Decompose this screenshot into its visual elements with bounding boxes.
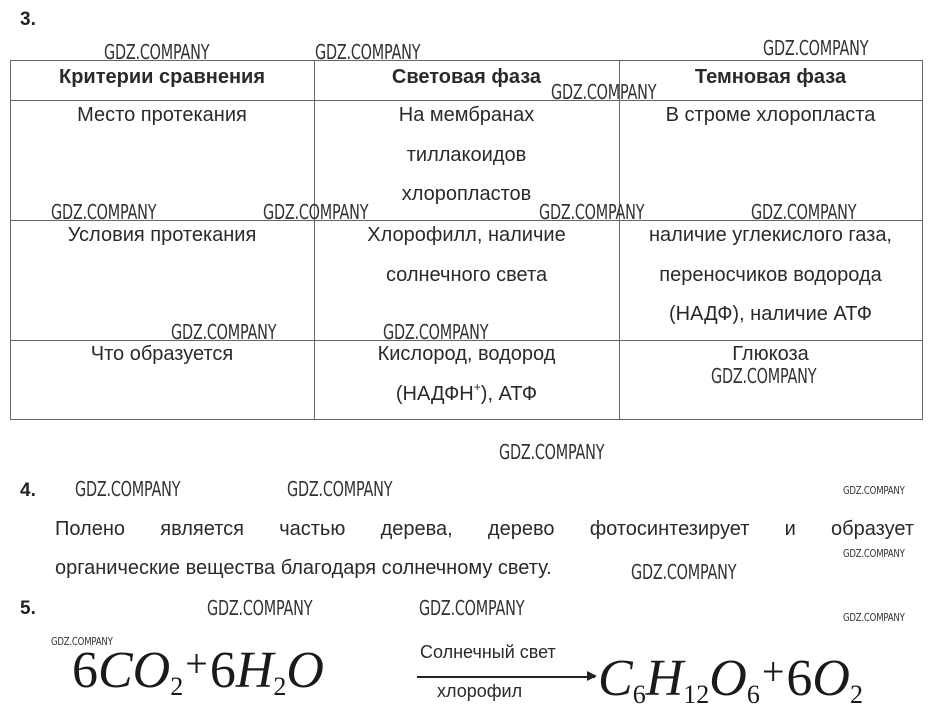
sub: 12 (683, 680, 710, 709)
watermark: GDZ.COMPANY (499, 440, 605, 464)
cell-text: ), АТФ (480, 382, 538, 405)
formula-o: O (286, 642, 324, 699)
formula-c: C (598, 650, 633, 707)
watermark: GDZ.COMPANY (551, 80, 657, 104)
cell-text: (НАДФН (395, 382, 474, 405)
watermark: GDZ.COMPANY (763, 36, 869, 60)
row-products-light (314, 335, 619, 414)
coef: 6 (786, 650, 813, 707)
watermark: GDZ.COMPANY (751, 200, 857, 224)
row-products-criteria: Что образуется (90, 343, 234, 365)
watermark: GDZ.COMPANY (171, 320, 277, 344)
watermark: GDZ.COMPANY (383, 320, 489, 344)
watermark: GDZ.COMPANY (104, 40, 210, 64)
watermark: GDZ.COMPANY (207, 596, 313, 620)
coef: 6 (209, 642, 236, 699)
watermark: GDZ.COMPANY (287, 477, 393, 501)
watermark: GDZ.COMPANY (263, 200, 369, 224)
watermark: GDZ.COMPANY (711, 364, 817, 388)
watermark: GDZ.COMPANY (631, 560, 737, 584)
cell-line: тиллакоидов (406, 143, 527, 166)
sub: 6 (632, 680, 646, 709)
formula-h: H (645, 650, 684, 707)
sub: 2 (273, 672, 287, 701)
cell-line: Хлорофилл, наличие (367, 224, 566, 246)
sub: 2 (170, 672, 184, 701)
section-number-3: 3. (20, 9, 36, 30)
watermark: GDZ.COMPANY (75, 477, 181, 501)
arrow-label-below: хлорофил (437, 681, 523, 701)
header-light-phase: Световая фаза (391, 66, 542, 88)
sub: 2 (849, 680, 863, 709)
cell-line: переносчиков водорода (659, 263, 882, 286)
cell-line: Кислород, водород (377, 343, 556, 365)
coef: 6 (72, 642, 98, 699)
section-number-5: 5. (20, 598, 36, 619)
cell-line: наличие углекислого газа, (648, 224, 892, 246)
answer-4-line-2: органические вещества благодаря солнечному свету. (55, 557, 552, 579)
row-conditions-light (314, 216, 619, 295)
row-products-dark: Глюкоза (732, 343, 809, 365)
watermark: GDZ.COMPANY (51, 635, 113, 648)
watermark: GDZ.COMPANY (315, 40, 421, 64)
header-criteria: Критерии сравнения (58, 66, 265, 88)
section-number-4: 4. (20, 480, 36, 501)
equation-right-side (598, 648, 863, 710)
formula-h: H (235, 642, 274, 699)
row-conditions-criteria: Условия протекания (67, 224, 257, 246)
watermark: GDZ.COMPANY (843, 484, 905, 497)
row-location-criteria: Место протекания (77, 104, 247, 126)
row-location-light (314, 96, 619, 215)
plus-sign: + (185, 641, 208, 686)
equation-left-side (72, 640, 324, 702)
header-dark-phase: Темновая фаза (694, 66, 847, 88)
watermark: GDZ.COMPANY (419, 596, 525, 620)
superscript-plus: + (473, 379, 481, 394)
reaction-arrow-icon (417, 676, 595, 678)
formula-o: O (812, 650, 850, 707)
cell-line: На мембранах (398, 104, 535, 126)
row-conditions-dark (619, 216, 922, 335)
cell-line: солнечного света (385, 263, 548, 286)
arrow-label-above: Солнечный свет (420, 642, 556, 662)
watermark: GDZ.COMPANY (843, 611, 905, 624)
cell-line (314, 375, 619, 415)
answer-4-line-1: Полено является частью дерева, дерево фотосинтезирует и образует (55, 518, 914, 540)
watermark: GDZ.COMPANY (51, 200, 157, 224)
sub: 6 (746, 680, 760, 709)
watermark: GDZ.COMPANY (539, 200, 645, 224)
cell-line: (НАДФ), наличие АТФ (668, 303, 872, 325)
formula-co: CO (98, 642, 171, 699)
cell-line: хлоропластов (401, 183, 532, 205)
plus-sign: + (761, 649, 785, 694)
row-location-dark: В строме хлоропласта (665, 104, 876, 126)
formula-o: O (709, 650, 747, 707)
watermark: GDZ.COMPANY (843, 547, 905, 560)
